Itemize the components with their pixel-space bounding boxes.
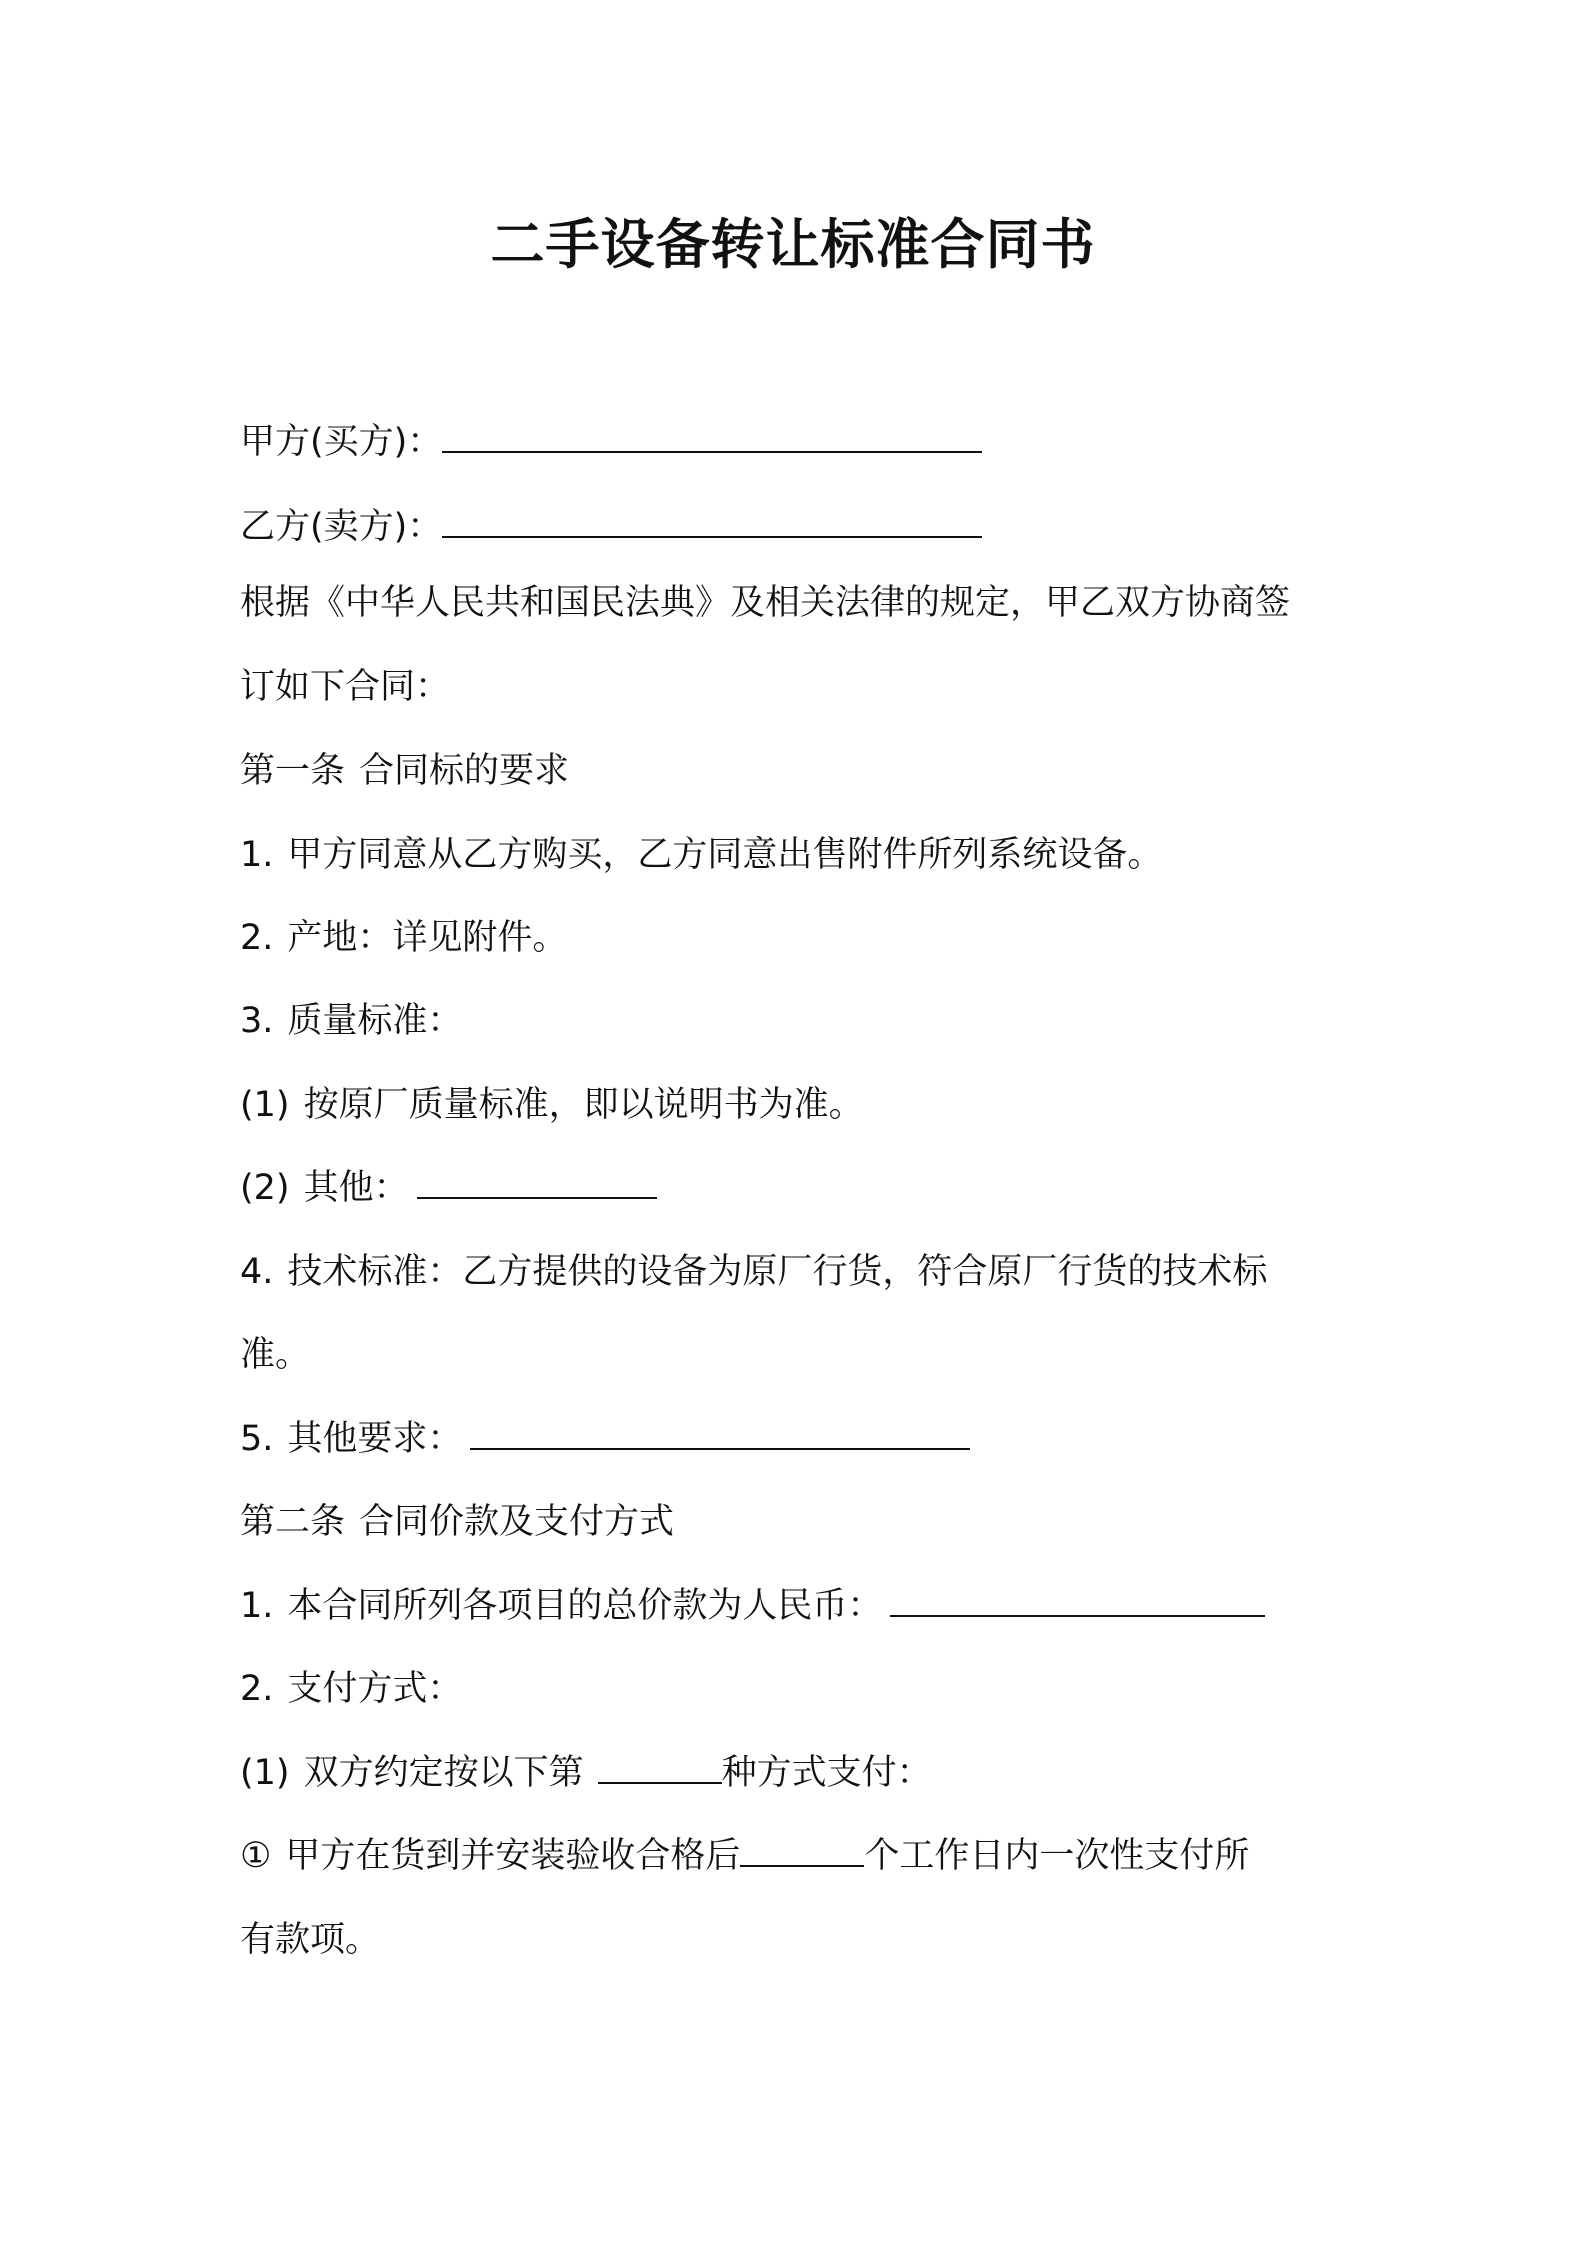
article-1-item-3: [240, 996, 1370, 1046]
article-1-item-3-2: [240, 1163, 1370, 1213]
article-2-heading: [240, 1497, 1370, 1547]
document-title: 二手设备转让标准合同书: [490, 213, 1096, 276]
article-1-number: 第一条: [240, 751, 346, 791]
item-number: 3.: [240, 1001, 274, 1041]
item-text: 甲方同意从乙方购买，乙方同意出售附件所列系统设备。: [287, 835, 1163, 875]
item-number: 1.: [240, 835, 274, 875]
party-b-blank: [442, 502, 982, 538]
clause-text-after: 个工作日内一次性支付所: [864, 1836, 1250, 1876]
article-2-item-2-1: [240, 1748, 1370, 1798]
item-text: 本合同所列各项目的总价款为人民币：: [287, 1586, 883, 1626]
article-1-item-2: [240, 913, 1370, 963]
article-1-item-5: [240, 1414, 1370, 1464]
item-text: 其他要求：: [287, 1419, 463, 1459]
article-1-item-3-1: [240, 1080, 1370, 1130]
item-number: 4.: [240, 1252, 274, 1292]
clause-number: ①: [240, 1836, 272, 1876]
preamble-line-1: 根据《中华人民共和国民法典》及相关法律的规定，甲乙双方协商签: [240, 583, 1291, 623]
party-b-label: 乙方(卖方)：: [240, 507, 443, 547]
item-number: 2.: [240, 1669, 274, 1709]
item-text: 质量标准：: [287, 1001, 463, 1041]
article-1-heading: [240, 746, 1370, 796]
article-2-title: 合同价款及支付方式: [359, 1502, 675, 1542]
item-number: (1): [240, 1085, 290, 1125]
item-number: 2.: [240, 918, 274, 958]
item-number: 1.: [240, 1586, 274, 1626]
item-number: (2): [240, 1168, 290, 1208]
item-text: 按原厂质量标准，即以说明书为准。: [303, 1085, 864, 1125]
article-2-clause-1-continued: 有款项。: [240, 1920, 381, 1960]
article-1-item-1: [240, 830, 1370, 880]
article-2-item-2: [240, 1664, 1370, 1714]
working-days-blank: [740, 1831, 864, 1867]
item-text: 产地：详见附件。: [287, 918, 568, 958]
total-price-blank: [890, 1581, 1265, 1617]
article-1-title: 合同标的要求: [359, 751, 570, 791]
article-1-item-4-continued: 准。: [240, 1335, 311, 1375]
other-quality-blank: [417, 1163, 657, 1199]
item-text: 技术标准：乙方提供的设备为原厂行货，符合原厂行货的技术标: [287, 1252, 1268, 1292]
party-a-label: 甲方(买方)：: [240, 422, 443, 462]
item-text-before: 双方约定按以下第: [303, 1753, 584, 1793]
other-requirements-blank: [470, 1414, 970, 1450]
article-2-number: 第二条: [240, 1502, 346, 1542]
item-number: (1): [240, 1753, 290, 1793]
payment-method-blank: [598, 1748, 722, 1784]
article-2-item-1: [240, 1581, 1370, 1631]
preamble-line-2: 订如下合同：: [240, 667, 451, 707]
party-b-line: [240, 502, 1370, 552]
item-text: 其他：: [303, 1168, 409, 1208]
item-text-after: 种方式支付：: [721, 1753, 932, 1793]
article-2-clause-1: [240, 1831, 1370, 1881]
item-text: 支付方式：: [287, 1669, 463, 1709]
party-a-blank: [442, 417, 982, 453]
party-a-line: [240, 417, 1370, 467]
item-number: 5.: [240, 1419, 274, 1459]
article-1-item-4: [240, 1247, 1370, 1297]
clause-text-before: 甲方在货到并安装验收合格后: [285, 1836, 741, 1876]
